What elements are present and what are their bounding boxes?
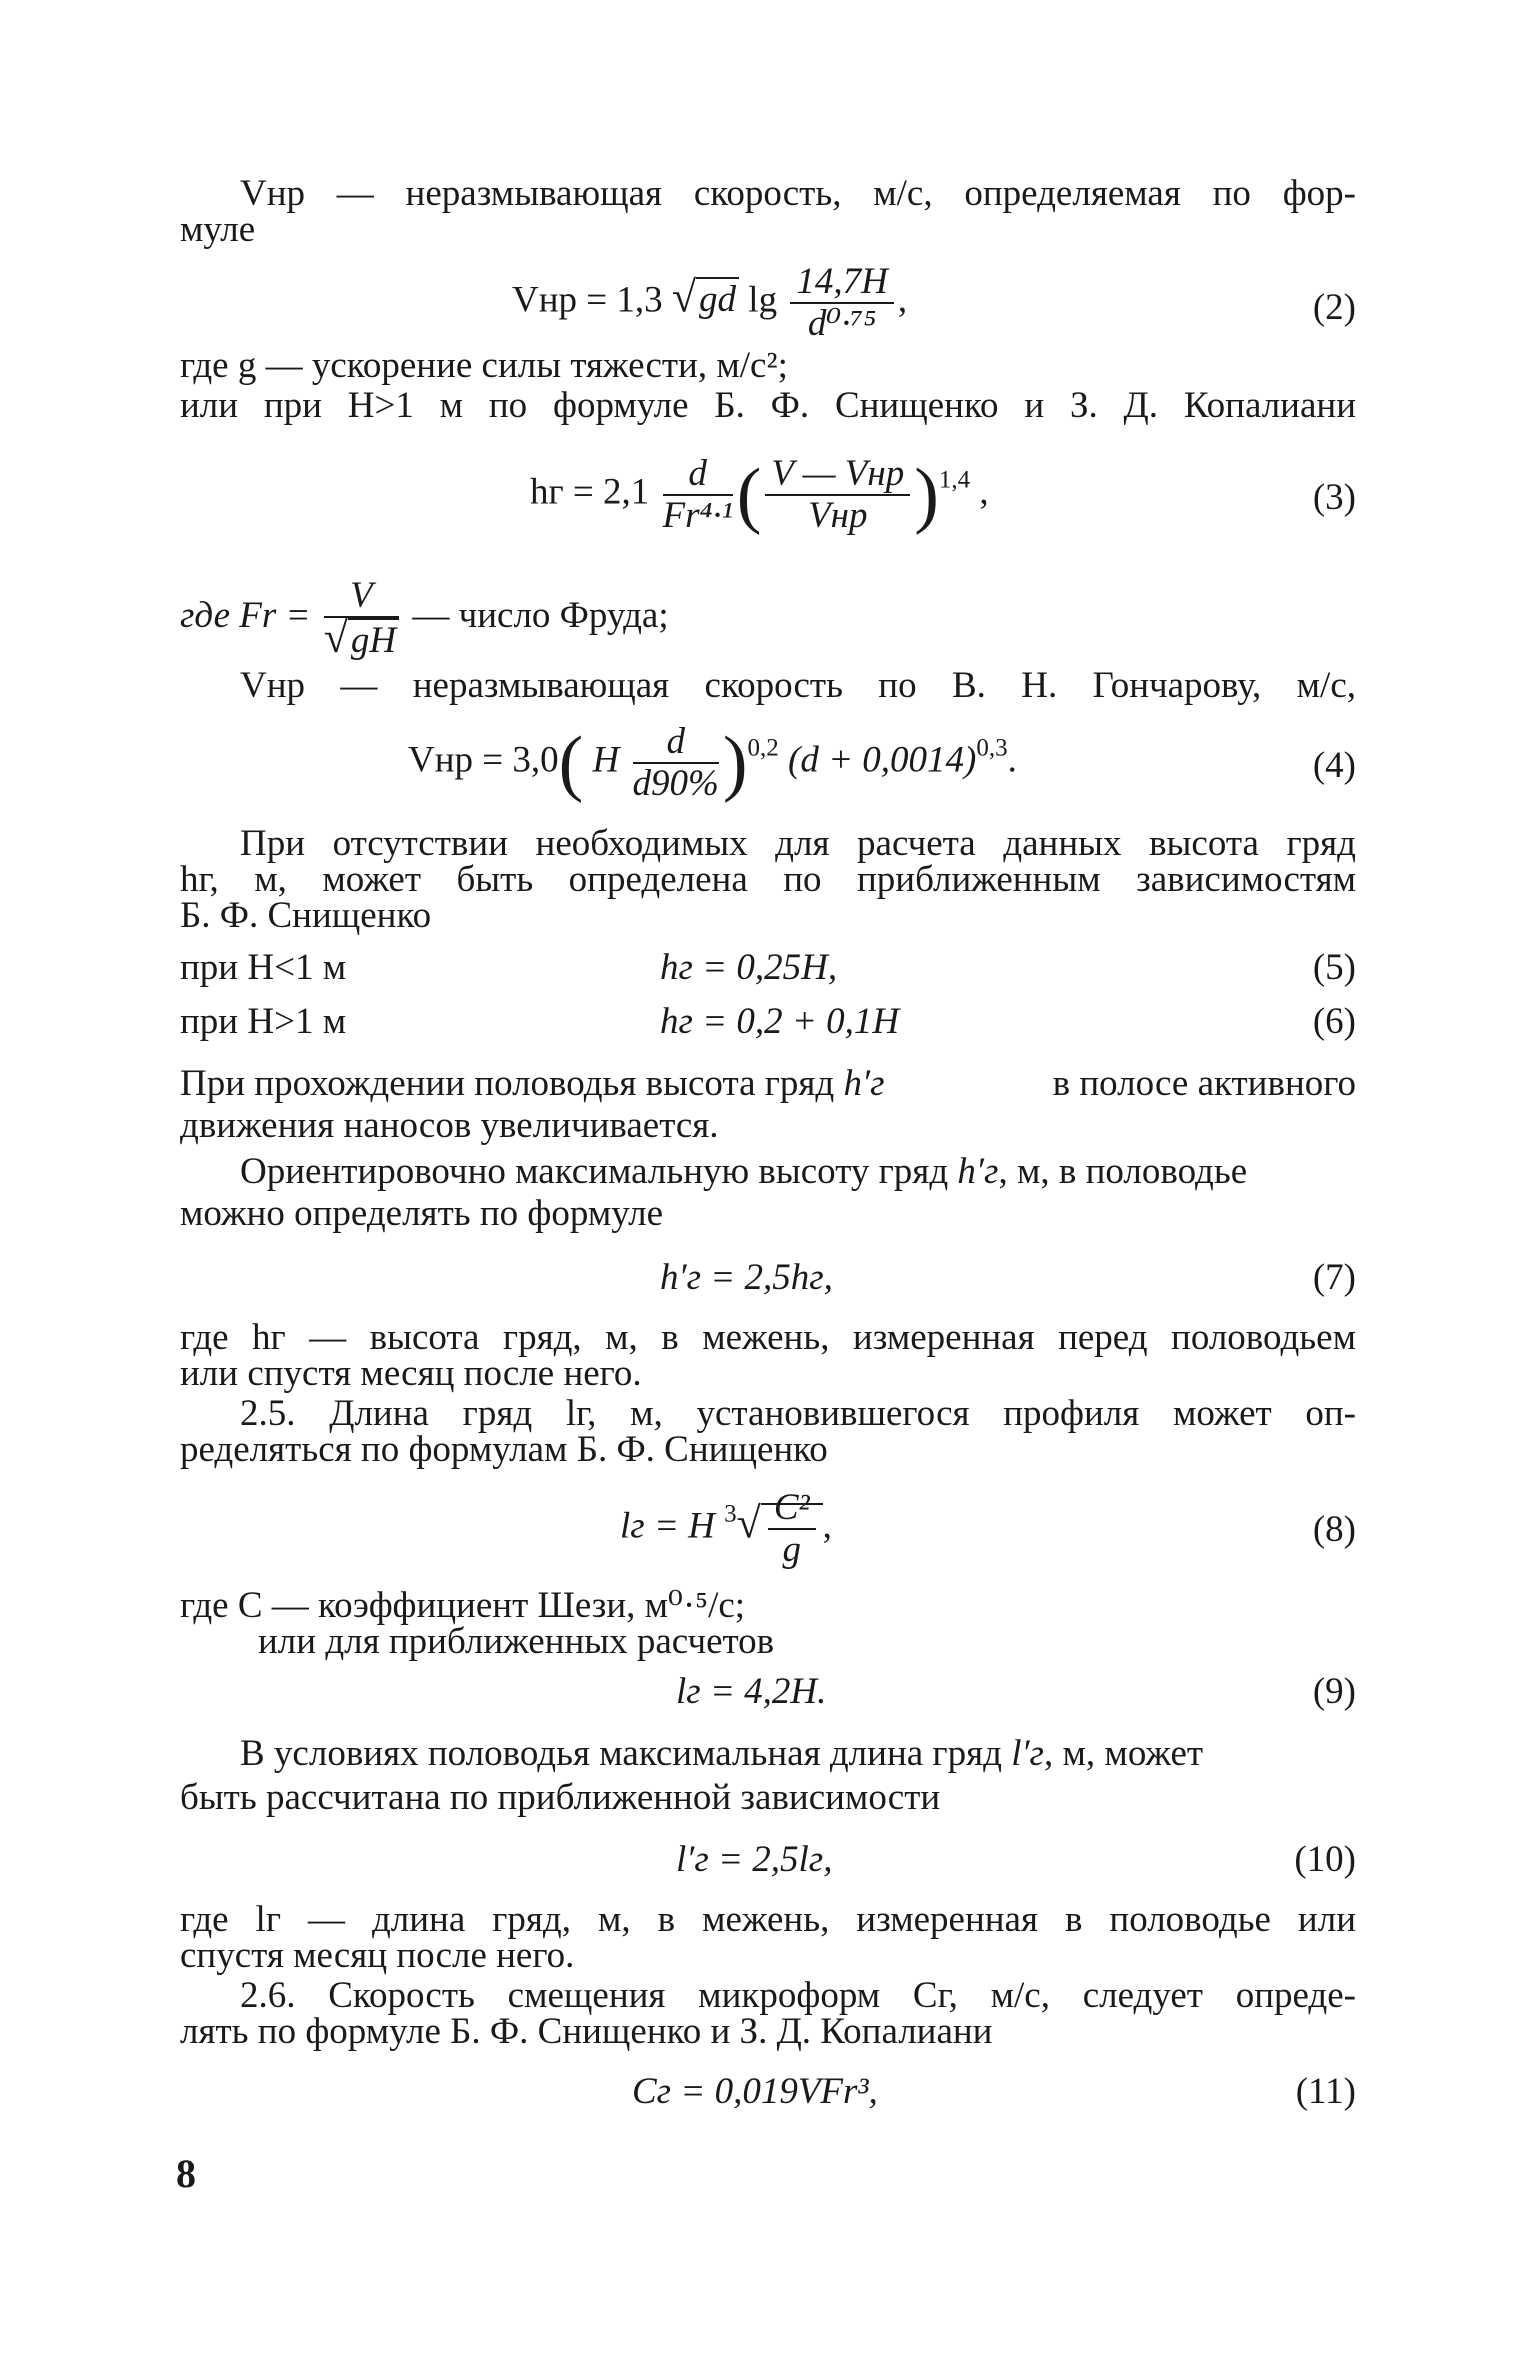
formula-4 (408, 722, 1017, 804)
text-line: Vнр — неразмывающая скорость, м/с, определяемая по фор- (240, 173, 1356, 214)
formula-9: lг = 4,2H. (676, 1671, 827, 1712)
formula-number: (2) (1312, 287, 1356, 328)
text-line: hг, м, может быть определена по приближенным зависимостям (180, 859, 1356, 900)
denominator: d90% (632, 763, 719, 804)
exponent: 0,2 (747, 734, 779, 762)
formula-11: Cг = 0,019VFr³, (632, 2071, 878, 2112)
text-line (180, 1062, 1356, 1106)
fraction (790, 262, 893, 344)
text-line: быть рассчитана по приближенной зависимости (180, 1777, 941, 1818)
sqrt-arg (761, 1487, 823, 1570)
exponent: 0,3 (976, 734, 1008, 762)
text-inline: в полосе активного (1052, 1063, 1356, 1104)
numerator: C² (768, 1488, 816, 1530)
formula-7: h′г = 2,5hг, (660, 1257, 833, 1298)
text-inline: При прохождении половодья высота гряд (180, 1063, 835, 1104)
formula-2 (512, 262, 907, 344)
text-inline: В условиях половодья максимальная длина гряд (240, 1733, 1002, 1774)
numerator: d (663, 454, 733, 496)
text-inline: — число Фруда; (412, 594, 669, 636)
sqrt-icon: √ (671, 272, 697, 322)
formula-number: (4) (1312, 745, 1356, 786)
formula-term: H (592, 739, 620, 781)
text-line: муле (180, 209, 256, 250)
text-line: где hг — высота гряд, м, в межень, измеренная перед половодьем (180, 1317, 1356, 1358)
formula-lhs: где Fr = (180, 594, 311, 636)
formula-number: (11) (1295, 2071, 1356, 2112)
numerator: V — Vнр (765, 454, 910, 496)
symbol: h′г (843, 1063, 885, 1104)
text-line: где g — ускорение силы тяжести, м/с²; (180, 345, 788, 386)
text-line: 2.5. Длина гряд lг, м, установившегося профиля может оп- (240, 1393, 1356, 1434)
formula-10: l′г = 2,5lг, (676, 1839, 833, 1880)
text-line: где C — коэффициент Шези, м⁰·⁵/с; (180, 1585, 746, 1626)
formula-tail: , (979, 471, 989, 513)
sqrt-arg: gd (696, 277, 739, 320)
fraction (324, 576, 399, 661)
text-line: Б. Ф. Снищенко (180, 895, 432, 936)
text-line: ределяться по формулам Б. Ф. Снищенко (180, 1429, 828, 1470)
denominator (323, 613, 399, 662)
formula-number: (8) (1312, 1509, 1356, 1550)
text-line: движения наносов увеличивается. (180, 1105, 719, 1146)
formula-lhs: hг = 2,1 (530, 471, 650, 513)
text-line: можно определять по формуле (180, 1193, 664, 1234)
sqrt-arg: gH (348, 618, 399, 661)
text-line (240, 1732, 1356, 1776)
formula-lhs: Vнр = 3,0 (408, 739, 559, 781)
paren-right: ) (914, 454, 939, 536)
formula-8 (620, 1488, 832, 1570)
exponent: 1,4 (938, 466, 971, 494)
paren-left: ( (558, 722, 584, 804)
formula-term: (d + 0,0014) (788, 739, 977, 781)
formula-number: (10) (1294, 1839, 1356, 1880)
text-line: где lг — длина гряд, м, в межень, измеренная в половодье или (180, 1899, 1356, 1940)
formula-3 (530, 454, 989, 536)
sqrt-icon: √ (736, 1498, 761, 1548)
text-line: При отсутствии необходимых для расчета данных высота гряд (240, 823, 1356, 864)
text-line: или спустя месяц после него. (180, 1353, 642, 1394)
fraction (633, 722, 719, 804)
formula-tail: , (822, 1505, 832, 1547)
formula-5: hг = 0,25H, (660, 947, 838, 988)
fraction (768, 1488, 816, 1570)
text-inline: Ориентировочно максимальную высоту гряд (240, 1151, 949, 1192)
paren-left: ( (736, 454, 762, 536)
text-line: лять по формуле Б. Ф. Снищенко и З. Д. Копалиани (180, 2011, 993, 2052)
sqrt-icon: √ (323, 613, 348, 662)
formula-tail: . (1007, 739, 1017, 781)
text-line: 2.6. Скорость смещения микроформ Cг, м/с, следует опреде- (240, 1975, 1356, 2016)
page-number: 8 (176, 2151, 196, 2196)
text-line (240, 1150, 1356, 1194)
paren-right: ) (722, 722, 748, 804)
denominator: Fr⁴·¹ (662, 495, 733, 536)
text-line: Vнр — неразмывающая скорость по В. Н. Гончарову, м/с, (240, 665, 1356, 706)
text-line: спустя месяц после него. (180, 1935, 575, 1976)
symbol: h′г (957, 1151, 999, 1192)
formula-number: (9) (1312, 1671, 1356, 1712)
denominator: d⁰·⁷⁵ (807, 303, 877, 344)
formula-number: (7) (1312, 1257, 1356, 1298)
root-index: 3 (724, 1500, 737, 1528)
text-line: или при H>1 м по формуле Б. Ф. Снищенко и З. Д. Копалиани (180, 385, 1356, 426)
numerator: 14,7H (790, 262, 893, 304)
formula-tail: , (897, 279, 908, 321)
formula-6: hг = 0,2 + 0,1H (660, 1001, 900, 1042)
formula-number: (6) (1312, 1001, 1356, 1042)
denominator: Vнр (808, 495, 868, 536)
formula-lhs: lг = H (620, 1505, 715, 1547)
log-symbol: lg (748, 279, 778, 321)
formula-number: (3) (1312, 477, 1356, 518)
fraction (765, 454, 910, 536)
symbol: l′г (1011, 1733, 1044, 1774)
formula-lhs: Vнр = 1,3 (512, 279, 663, 321)
denominator: g (782, 1529, 801, 1570)
text-inline: , м, в половодье (998, 1151, 1248, 1192)
fraction (663, 454, 733, 536)
formula-number: (5) (1312, 947, 1356, 988)
numerator: d (633, 722, 719, 764)
text-inline: , м, может (1044, 1733, 1204, 1774)
text-line: или для приближенных расчетов (258, 1621, 775, 1662)
condition: при H<1 м (180, 947, 347, 988)
froude-definition (180, 576, 669, 661)
condition: при H>1 м (180, 1001, 347, 1042)
numerator: V (324, 576, 399, 618)
